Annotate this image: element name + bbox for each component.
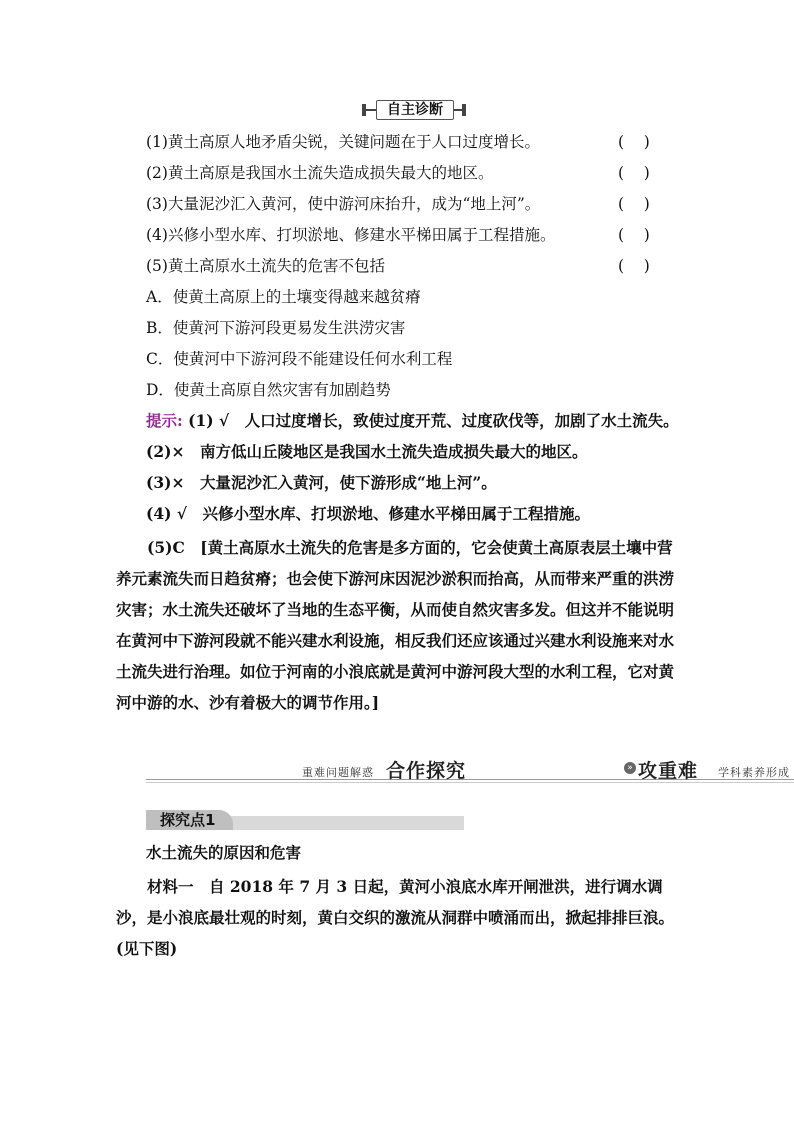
option-c: C．使黄河中下游河段不能建设任何水利工程	[146, 350, 453, 368]
answer-blank-3: ( )	[618, 195, 650, 213]
explore-point-tab	[146, 810, 464, 832]
answer-blank-1: ( )	[618, 133, 650, 151]
answer-2: (2)× 南方低山丘陵地区是我国水土流失造成损失最大的地区。	[146, 442, 588, 461]
answer-1: (1) √ 人口过度增长，致使过度开荒、过度砍伐等，加剧了水土流失。	[188, 411, 679, 430]
diagnosis-header-label: 自主诊断	[376, 100, 454, 120]
tip-label: 提示:	[146, 411, 183, 430]
question-4: (4)兴修小型水库、打坝淤地、修建水平梯田属于工程措施。	[146, 226, 556, 244]
answer-4: (4) √ 兴修小型水库、打坝淤地、修建水平梯田属于工程措施。	[146, 504, 591, 523]
banner-title-main: 合作探究	[386, 760, 467, 782]
answer-3: (3)× 大量泥沙汇入黄河，使下游形成“地上河”。	[146, 473, 497, 492]
answer-1-row	[146, 410, 679, 432]
question-2: (2)黄土高原是我国水土流失造成损失最大的地区。	[146, 164, 494, 182]
banner-arrow-icon: »	[624, 762, 636, 774]
question-1: (1)黄土高原人地矛盾尖锐，关键问题在于人口过度增长。	[146, 133, 540, 151]
header-cap-right	[462, 104, 466, 116]
section-banner	[146, 758, 794, 782]
explore-title: 水土流失的原因和危害	[146, 843, 302, 862]
banner-title-secondary: 攻重难	[638, 760, 699, 782]
answer-blank-4: ( )	[618, 226, 650, 244]
option-d: D．使黄土高原自然灾害有加剧趋势	[146, 381, 391, 399]
banner-right-subtitle: 学科素养形成	[718, 766, 790, 779]
answer-blank-2: ( )	[618, 164, 650, 182]
header-cap-left	[362, 104, 366, 116]
material-1: 材料一 自 2018 年 7 月 3 日起，黄河小浪底水库开闸泄洪，进行调水调沙，是小浪底最壮观的时刻，黄白交织的激流从洞群中喷涌而出，掀起排排巨浪。(见下图)	[116, 877, 675, 958]
question-5: (5)黄土高原水土流失的危害不包括	[146, 257, 385, 275]
option-b: B．使黄河下游河段更易发生洪涝灾害	[146, 319, 406, 337]
explore-tab-label: 探究点1	[146, 810, 233, 830]
banner-left-subtitle: 重难问题解惑	[302, 766, 374, 779]
answer-blank-5: ( )	[618, 257, 650, 275]
diagnosis-header	[362, 100, 466, 118]
question-3: (3)大量泥沙汇入黄河，使中游河床抬升，成为“地上河”。	[146, 195, 541, 213]
option-a: A．使黄土高原上的土壤变得越来越贫瘠	[146, 288, 421, 306]
answer-5: (5)C [黄土高原水土流失的危害是多方面的，它会使黄土高原表层土壤中营养元素流失而日趋贫瘠；也会使下游河床因泥沙淤积而抬高，从而带来严重的洪涝灾害；水土流失还破坏了当地的生态平衡，从而使自然灾害多发。但这并不能说明在黄河中下游河段就不能兴建水利设施，相反我们还应该通过兴建水利设施来对水土流失进行治理。如位于河南的小浪底就是黄河中游河段大型的水利工程，它对黄河中游的水、沙有着极大的调节作用。]	[116, 538, 675, 712]
